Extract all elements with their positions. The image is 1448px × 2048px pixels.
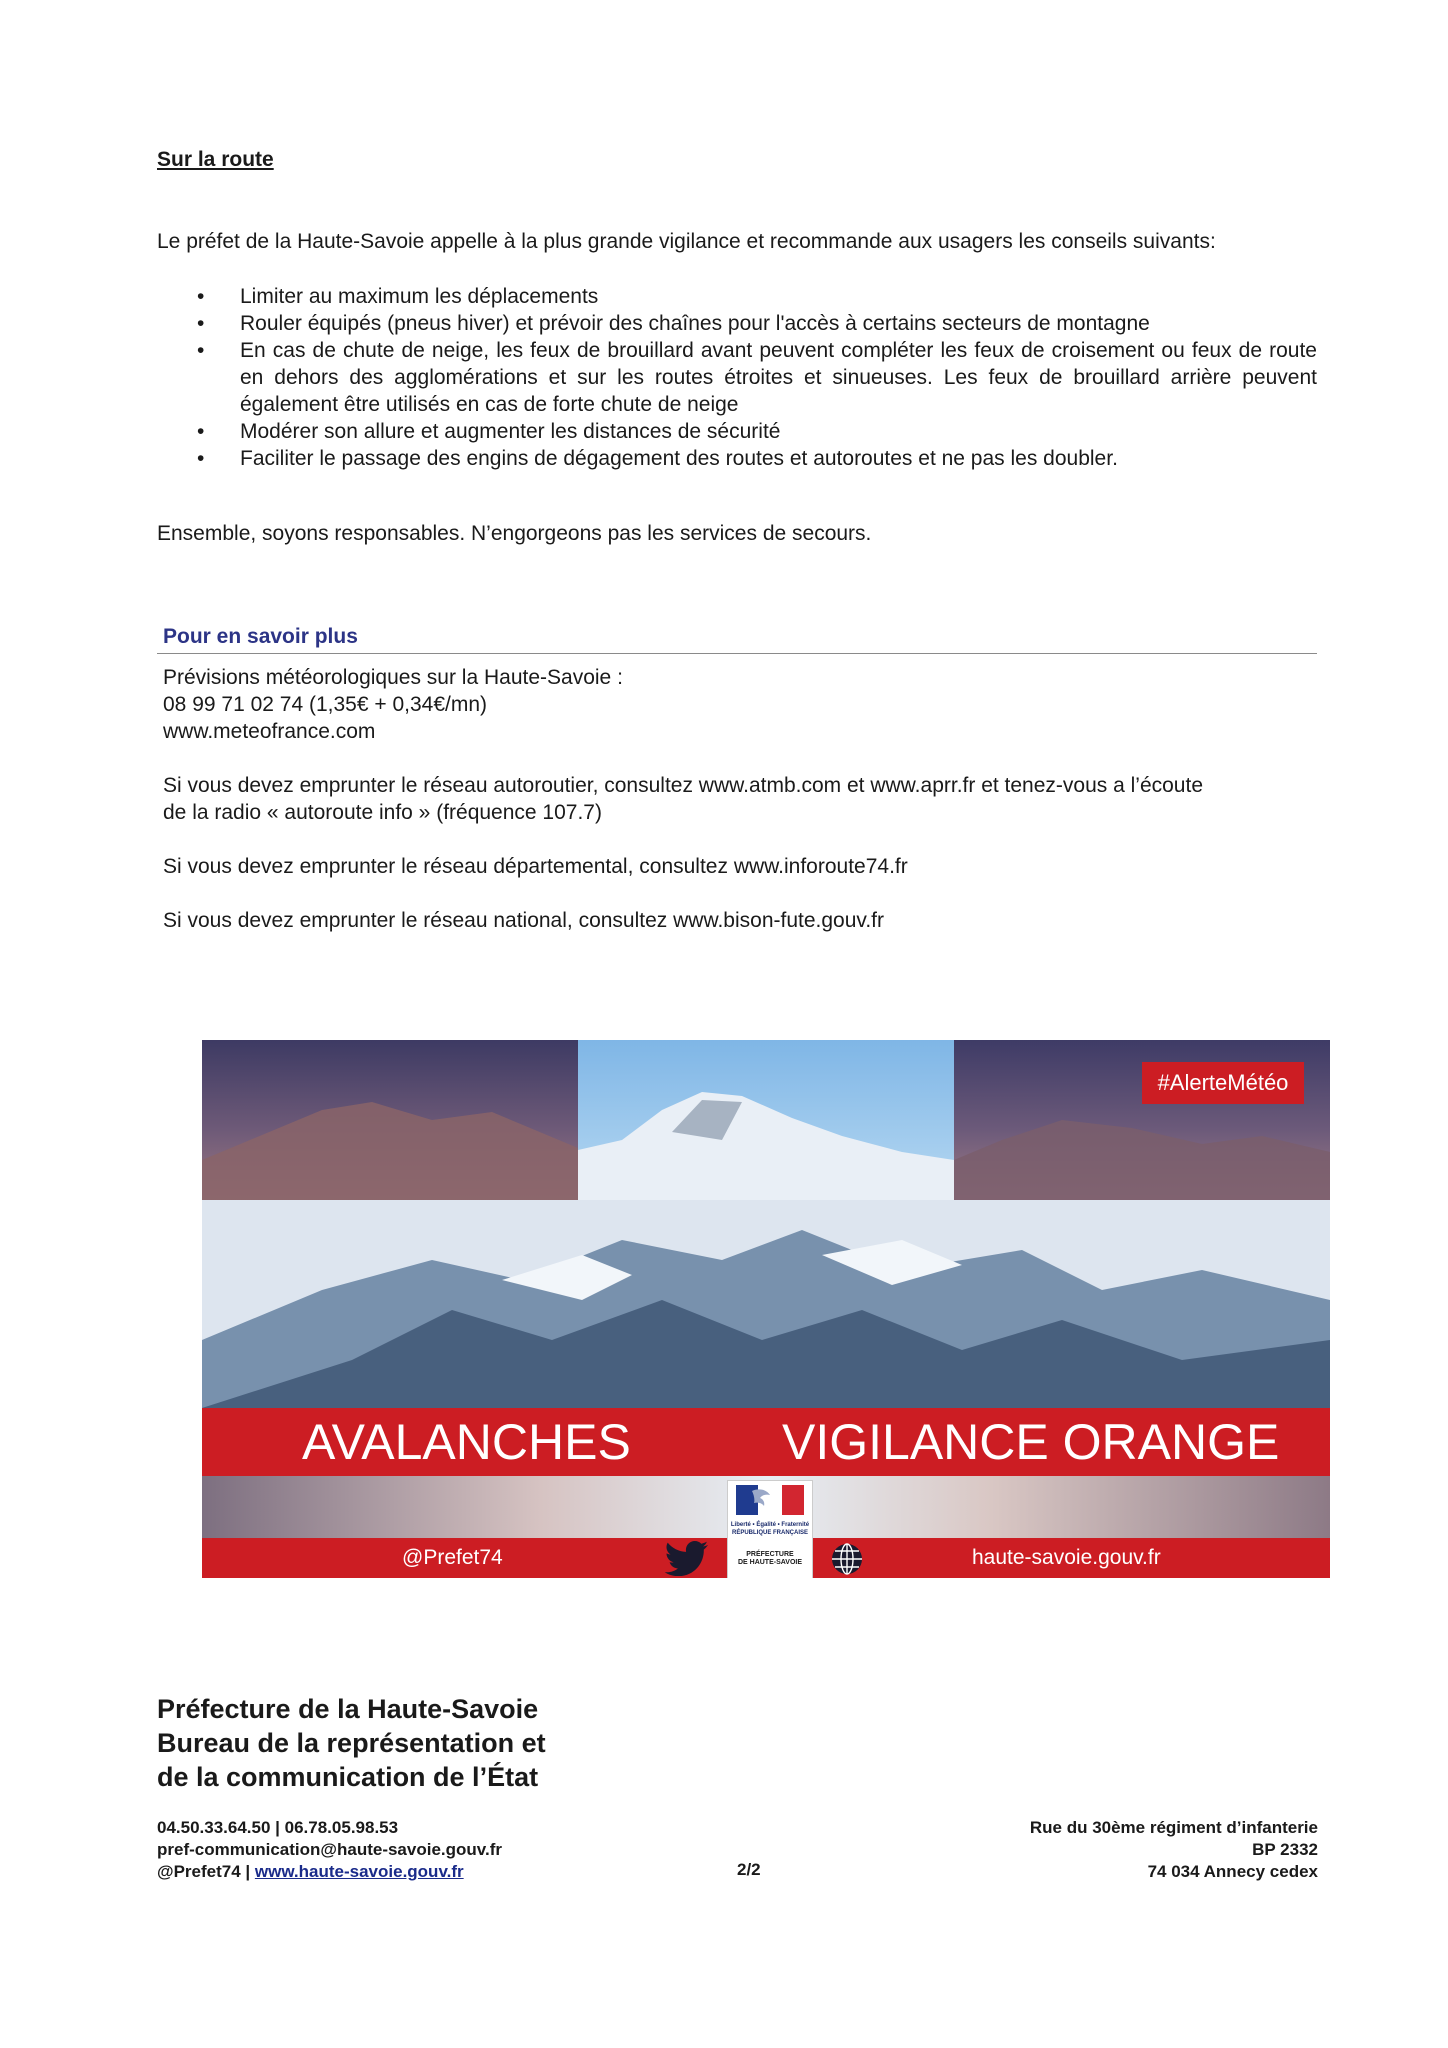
advice-list — [157, 283, 1317, 472]
list-item — [157, 418, 1317, 445]
list-item-text: Modérer son allure et augmenter les distances de sécurité — [240, 420, 781, 443]
address-line3: 74 034 Annecy cedex — [1147, 1862, 1318, 1881]
more-info-title: Pour en savoir plus — [163, 625, 358, 648]
logo-department: DE HAUTE-SAVOIE — [737, 1559, 803, 1566]
address-line1: Rue du 30ème régiment d’infanterie — [1029, 1818, 1318, 1837]
forecast-phone: 08 99 71 02 74 (1,35€ + 0,34€/mn) — [163, 693, 487, 716]
avalanche-banner — [202, 1040, 1330, 1578]
banner-site: haute-savoie.gouv.fr — [972, 1546, 1161, 1569]
prefecture-logo — [727, 1480, 813, 1578]
vigilance-heading: VIGILANCE ORANGE — [782, 1414, 1280, 1470]
bullet-icon: • — [197, 447, 205, 470]
logo-republic: RÉPUBLIQUE FRANÇAISE — [731, 1530, 808, 1536]
list-item-text: Limiter au maximum les déplacements — [240, 285, 599, 308]
motorway-radio: de la radio « autoroute info » (fréquence 107.7) — [163, 801, 602, 824]
list-item-text: En cas de chute de neige, les feux de brouillard avant peuvent compléter les feux de croisement ou feux de route en dehors des agglomérations et sur les routes étroites et sinueuses. Les feux de brouillard arrière peuvent également être utilisés en cas de forte chute de neige — [240, 339, 1317, 416]
bullet-icon: • — [197, 285, 205, 308]
forecast-site: www.meteofrance.com — [163, 720, 376, 743]
national-info: Si vous devez emprunter le réseau national, consultez www.bison-fute.gouv.fr — [163, 909, 884, 932]
alert-hashtag: #AlerteMétéo — [1142, 1062, 1304, 1104]
list-item-text: Rouler équipés (pneus hiver) et prévoir des chaînes pour l'accès à certains secteurs de montagne — [240, 312, 1150, 335]
globe-icon — [830, 1542, 864, 1576]
contact-twitter: @Prefet74 | — [157, 1862, 255, 1881]
website-link[interactable]: www.haute-savoie.gouv.fr — [254, 1862, 464, 1881]
intro-paragraph: Le préfet de la Haute-Savoie appelle à la plus grande vigilance et recommande aux usagers les conseils suivants: — [157, 230, 1216, 253]
section-title: Sur la route — [157, 148, 274, 171]
org-name-line2: Bureau de la représentation et — [157, 1728, 546, 1758]
list-item — [157, 337, 1317, 418]
page-number: 2/2 — [737, 1860, 761, 1879]
address-line2: BP 2332 — [1252, 1840, 1318, 1859]
twitter-bird-icon — [664, 1540, 710, 1576]
list-item-text: Faciliter le passage des engins de dégagement des routes et autoroutes et ne pas les doubler. — [240, 447, 1118, 470]
logo-motto: Liberté • Égalité • Fraternité — [730, 1522, 810, 1528]
list-item — [157, 283, 1317, 310]
bullet-icon: • — [197, 339, 205, 362]
banner-handle: @Prefet74 — [402, 1546, 503, 1569]
motorway-info: Si vous devez emprunter le réseau autoroutier, consultez www.atmb.com et www.aprr.fr et tenez-vous a l’écoute — [163, 774, 1204, 797]
contact-email: pref-communication@haute-savoie.gouv.fr — [157, 1840, 502, 1859]
departmental-info: Si vous devez emprunter le réseau départemental, consultez www.inforoute74.fr — [163, 855, 908, 878]
bullet-icon: • — [197, 312, 205, 335]
org-name-line1: Préfecture de la Haute-Savoie — [157, 1694, 539, 1724]
list-item — [157, 445, 1317, 472]
avalanches-heading: AVALANCHES — [302, 1414, 631, 1470]
contact-phone: 04.50.33.64.50 | 06.78.05.98.53 — [157, 1818, 399, 1837]
list-item — [157, 310, 1317, 337]
divider — [157, 653, 1317, 654]
org-name-line3: de la communication de l’État — [157, 1762, 539, 1792]
contact-social — [157, 1862, 464, 1882]
bullet-icon: • — [197, 420, 205, 443]
logo-prefecture: PRÉFECTURE — [746, 1551, 794, 1558]
marianne-flag-icon — [736, 1485, 804, 1515]
forecast-label: Prévisions météorologiques sur la Haute-Savoie : — [163, 666, 623, 689]
closing-sentence: Ensemble, soyons responsables. N’engorgeons pas les services de secours. — [157, 522, 872, 545]
